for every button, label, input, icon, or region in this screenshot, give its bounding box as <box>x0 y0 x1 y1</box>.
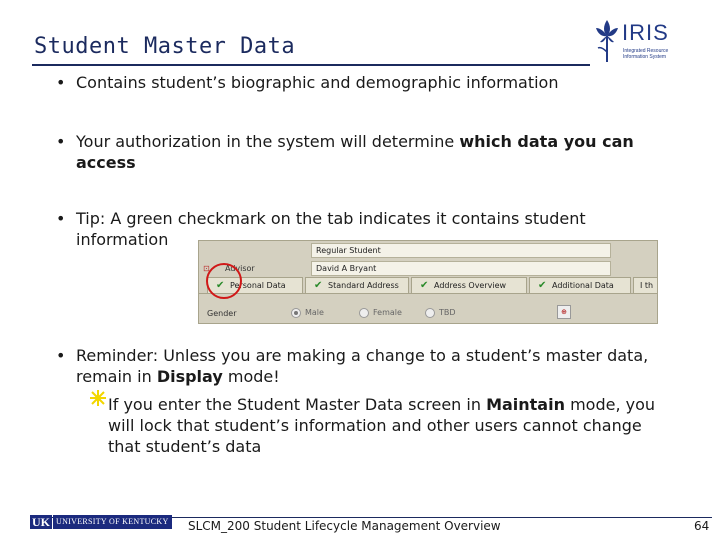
uk-logo <box>30 515 172 529</box>
highlight-circle <box>206 263 242 299</box>
bullet-text: Your authorization in the system will determine which data you can access <box>76 132 634 172</box>
page-title: Student Master Data <box>34 34 296 59</box>
green-check-icon: ✔ <box>314 280 323 291</box>
bullet-dot: • <box>56 73 66 92</box>
tab-address-overview[interactable]: ✔ Address Overview <box>411 277 527 294</box>
tab-additional-data[interactable]: ✔ Additional Data <box>529 277 631 294</box>
bullet-text: Reminder: Unless you are making a change to a student’s master data, remain in Display mode! <box>76 346 649 386</box>
uk-name: UNIVERSITY OF KENTUCKY <box>53 515 172 529</box>
sub-bullet-text: If you enter the Student Master Data screen in Maintain mode, you will lock that student’s information and other users cannot change that student’s data <box>108 395 656 456</box>
iris-logo <box>592 18 672 68</box>
logo-subtitle: Integrated Resource Information System <box>623 48 669 60</box>
title-underline <box>32 64 590 66</box>
bullet-text: Contains student’s biographic and demographic information <box>76 73 559 92</box>
advisor-field: David A Bryant <box>311 261 611 276</box>
green-check-icon: ✔ <box>538 280 547 291</box>
starburst-icon <box>90 390 106 406</box>
bullet-dot: • <box>56 346 66 365</box>
bullet-dot: • <box>56 132 66 151</box>
bullet-text: Tip: A green checkmark on the tab indicates it contains student information <box>76 209 586 249</box>
gender-radio-female[interactable]: Female <box>359 307 402 319</box>
sap-screenshot <box>198 240 658 324</box>
green-check-icon: ✔ <box>216 280 225 291</box>
uk-mark: UK <box>32 515 50 529</box>
advisor-label: Advisor <box>225 264 255 273</box>
student-type-field: Regular Student <box>311 243 611 258</box>
tab-personal-data[interactable]: ✔ Personal Data <box>207 277 303 294</box>
sub-bullet-bold-text: Maintain <box>486 395 565 414</box>
bullet-bold-text: which data you can access <box>76 132 634 172</box>
radio-circle <box>359 308 369 318</box>
radio-circle <box>425 308 435 318</box>
tab-next[interactable]: I th <box>633 277 658 294</box>
tab-standard-address[interactable]: ✔ Standard Address <box>305 277 409 294</box>
page-number: 64 <box>694 519 710 533</box>
iris-flower-icon <box>592 18 622 64</box>
footer-course-title: SLCM_200 Student Lifecycle Management Overview <box>188 519 501 533</box>
logo-wordmark: IRIS <box>622 20 669 45</box>
gender-radio-male[interactable]: Male <box>291 307 324 319</box>
bullet-dot: • <box>56 209 66 228</box>
advisor-icon: ⊡ <box>203 264 210 273</box>
bullet-bold-text: Display <box>156 367 223 386</box>
radio-circle <box>291 308 301 318</box>
gender-radio-tbd[interactable]: TBD <box>425 307 456 319</box>
gender-label: Gender <box>207 309 237 318</box>
tab-baseline <box>199 293 658 294</box>
green-check-icon: ✔ <box>420 280 429 291</box>
help-icon[interactable]: ⊕ <box>557 305 571 319</box>
